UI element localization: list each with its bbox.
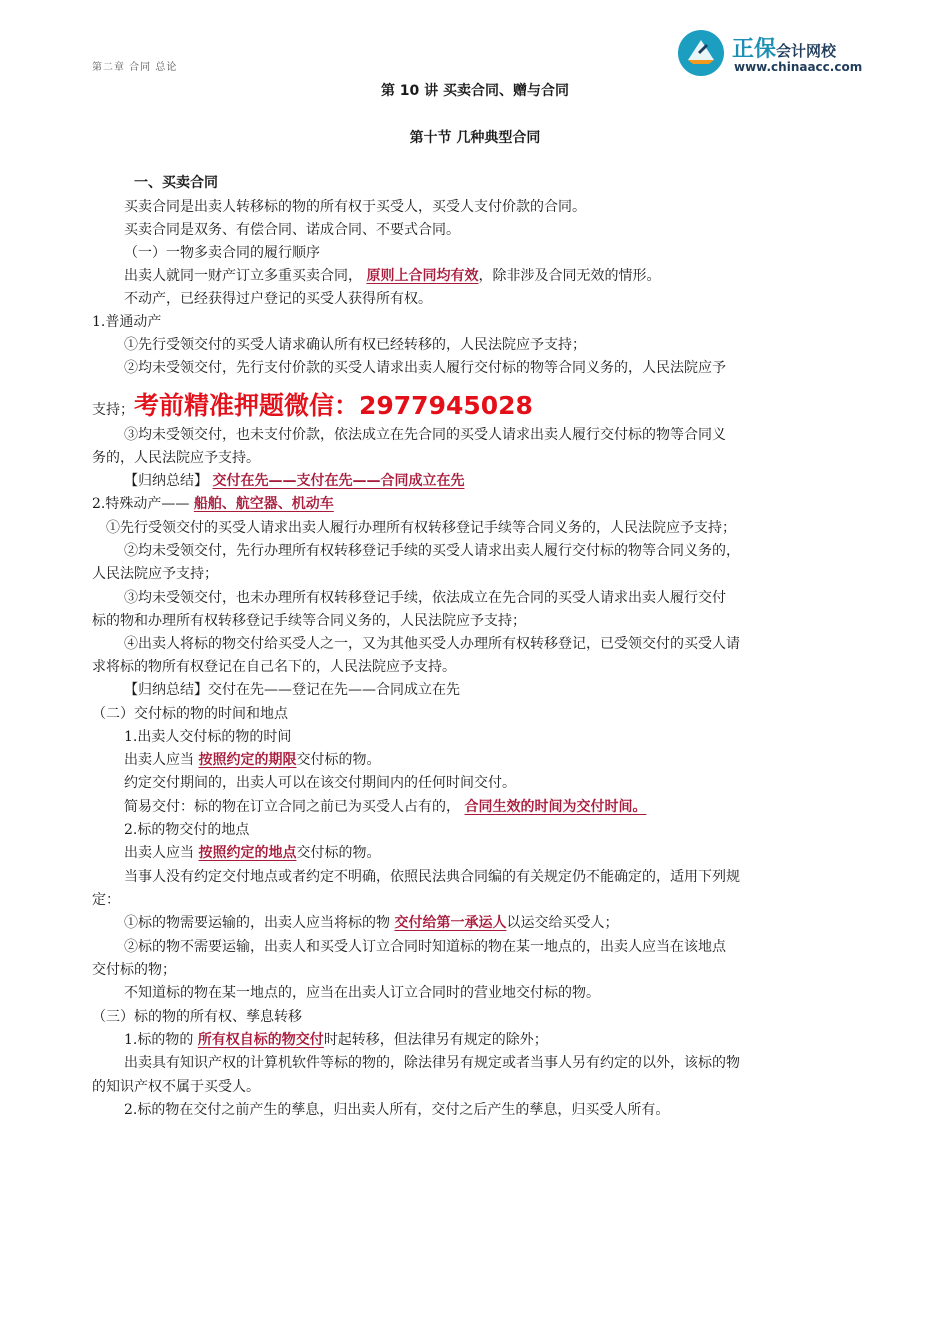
subheading: 2.标的物交付的地点 — [124, 822, 250, 838]
subheading: （三）标的物的所有权、孳息转移 — [92, 1009, 302, 1025]
subheading: 1.普通动产 — [92, 314, 162, 330]
highlight-text: 按照约定的期限 — [198, 752, 297, 768]
page-title: 第 10 讲 买卖合同、赠与合同 — [380, 83, 570, 99]
paragraph-line: ④出卖人将标的物交付给买受人之一，又为其他买受人办理所有权转移登记，已受领交付的买受人请 — [124, 636, 740, 652]
paragraph-line — [124, 1030, 548, 1050]
highlight-text: 交付在先——支付在先——合同成立在先 — [212, 473, 465, 489]
paragraph-line: 买卖合同是双务、有偿合同、诺成合同、不要式合同。 — [124, 222, 460, 238]
text-run: 2.特殊动产—— — [92, 496, 190, 512]
subheading: （二）交付标的物的时间和地点 — [92, 706, 288, 722]
logo-url: www.chinaacc.com — [734, 60, 863, 74]
paragraph-line: ③均未受领交付，也未支付价款，依法成立在先合同的买受人请求出卖人履行交付标的物等合同义 — [124, 427, 726, 443]
subheading: （一）一物多卖合同的履行顺序 — [124, 245, 320, 261]
paragraph-line — [124, 913, 618, 933]
text-run: 【归纳总结】 — [124, 473, 208, 489]
paragraph-line — [124, 843, 380, 863]
subheading: 1.出卖人交付标的物的时间 — [124, 729, 292, 745]
text-run: 以运交给买受人； — [506, 915, 619, 931]
paragraph-line: 不动产，已经获得过户登记的买受人获得所有权。 — [124, 291, 432, 307]
paragraph-line: ②均未受领交付，先行办理所有权转移登记手续的买受人请求出卖人履行交付标的物等合同义务的， — [124, 543, 740, 559]
logo-text — [732, 32, 836, 63]
paragraph-line: 不知道标的物在某一地点的，应当在出卖人订立合同时的营业地交付标的物。 — [124, 985, 600, 1001]
paragraph-line: 约定交付期间的，出卖人可以在该交付期间内的任何时间交付。 — [124, 775, 516, 791]
paragraph-line: ①先行受领交付的买受人请求确认所有权已经转移的，人民法院应予支持； — [124, 337, 586, 353]
paragraph-line: 出卖具有知识产权的计算机软件等标的物的，除法律另有规定或者当事人另有约定的以外，该标的物 — [124, 1055, 740, 1071]
logo — [676, 28, 876, 80]
paragraph-line: 人民法院应予支持； — [92, 566, 218, 582]
promo-line — [92, 386, 533, 422]
paragraph-line: 标的物和办理所有权转移登记手续等合同义务的，人民法院应予支持； — [92, 613, 526, 629]
text-run: 出卖人就同一财产订立多重买卖合同， — [124, 268, 362, 284]
highlight-text: 交付给第一承运人 — [394, 915, 507, 931]
paragraph-line: 求将标的物所有权登记在自己名下的，人民法院应予支持。 — [92, 659, 456, 675]
paragraph-line: 当事人没有约定交付地点或者约定不明确，依照民法典合同编的有关规定仍不能确定的，适用下列规 — [124, 869, 740, 885]
paragraph-line: 买卖合同是出卖人转移标的物的所有权于买受人，买受人支付价款的合同。 — [124, 199, 586, 215]
highlight-text: 合同生效的时间为交付时间。 — [464, 799, 647, 815]
paragraph-line — [124, 266, 660, 286]
paragraph-line: 定： — [92, 892, 120, 908]
paragraph-line — [124, 797, 646, 817]
paragraph-line: 交付标的物； — [92, 962, 176, 978]
text-run: 交付标的物。 — [296, 845, 381, 861]
highlight-text: 船舶、航空器、机动车 — [193, 496, 334, 512]
text-run: ①标的物需要运输的，出卖人应当将标的物 — [124, 915, 390, 931]
summary-line — [124, 471, 464, 491]
summary-line: 【归纳总结】交付在先——登记在先——合同成立在先 — [124, 682, 460, 698]
subheading — [92, 494, 334, 514]
text-run: 时起转移，但法律另有规定的除外； — [323, 1032, 548, 1048]
text-run: 出卖人应当 — [124, 752, 194, 768]
text-run: 简易交付：标的物在订立合同之前已为买受人占有的， — [124, 799, 460, 815]
text-run: 出卖人应当 — [124, 845, 194, 861]
heading-sales-contract: 一、买卖合同 — [134, 175, 218, 191]
section-title: 第十节 几种典型合同 — [409, 130, 541, 146]
highlight-text: 原则上合同均有效 — [366, 268, 479, 284]
text-run: 支持； — [92, 402, 134, 418]
logo-icon — [676, 28, 726, 78]
promo-text: 考前精准押题微信：2977945028 — [134, 391, 533, 420]
highlight-text: 所有权自标的物交付 — [197, 1032, 324, 1048]
paragraph-line: ②标的物不需要运输，出卖人和买受人订立合同时知道标的物在某一地点的，出卖人应当在该地点 — [124, 939, 726, 955]
text-run: 交付标的物。 — [296, 752, 381, 768]
paragraph-line: 的知识产权不属于买受人。 — [92, 1079, 260, 1095]
logo-main: 正保 — [732, 37, 777, 62]
text-run: ，除非涉及合同无效的情形。 — [478, 268, 661, 284]
paragraph-line: ①先行受领交付的买受人请求出卖人履行办理所有权转移登记手续等合同义务的，人民法院应予支持； — [106, 520, 736, 536]
header-top-left-text: 第二章 合同 总论 — [92, 62, 178, 73]
text-run: 1.标的物的 — [124, 1032, 194, 1048]
paragraph-line: 务的，人民法院应予支持。 — [92, 450, 260, 466]
logo-sub: 会计网校 — [776, 42, 837, 60]
highlight-text: 按照约定的地点 — [198, 845, 297, 861]
paragraph-line — [124, 750, 380, 770]
paragraph-line: ②均未受领交付，先行支付价款的买受人请求出卖人履行交付标的物等合同义务的，人民法院应予 — [124, 360, 726, 376]
paragraph-line: 2.标的物在交付之前产生的孳息，归出卖人所有，交付之后产生的孳息，归买受人所有。 — [124, 1102, 670, 1118]
paragraph-line: ③均未受领交付，也未办理所有权转移登记手续，依法成立在先合同的买受人请求出卖人履行交付 — [124, 590, 726, 606]
